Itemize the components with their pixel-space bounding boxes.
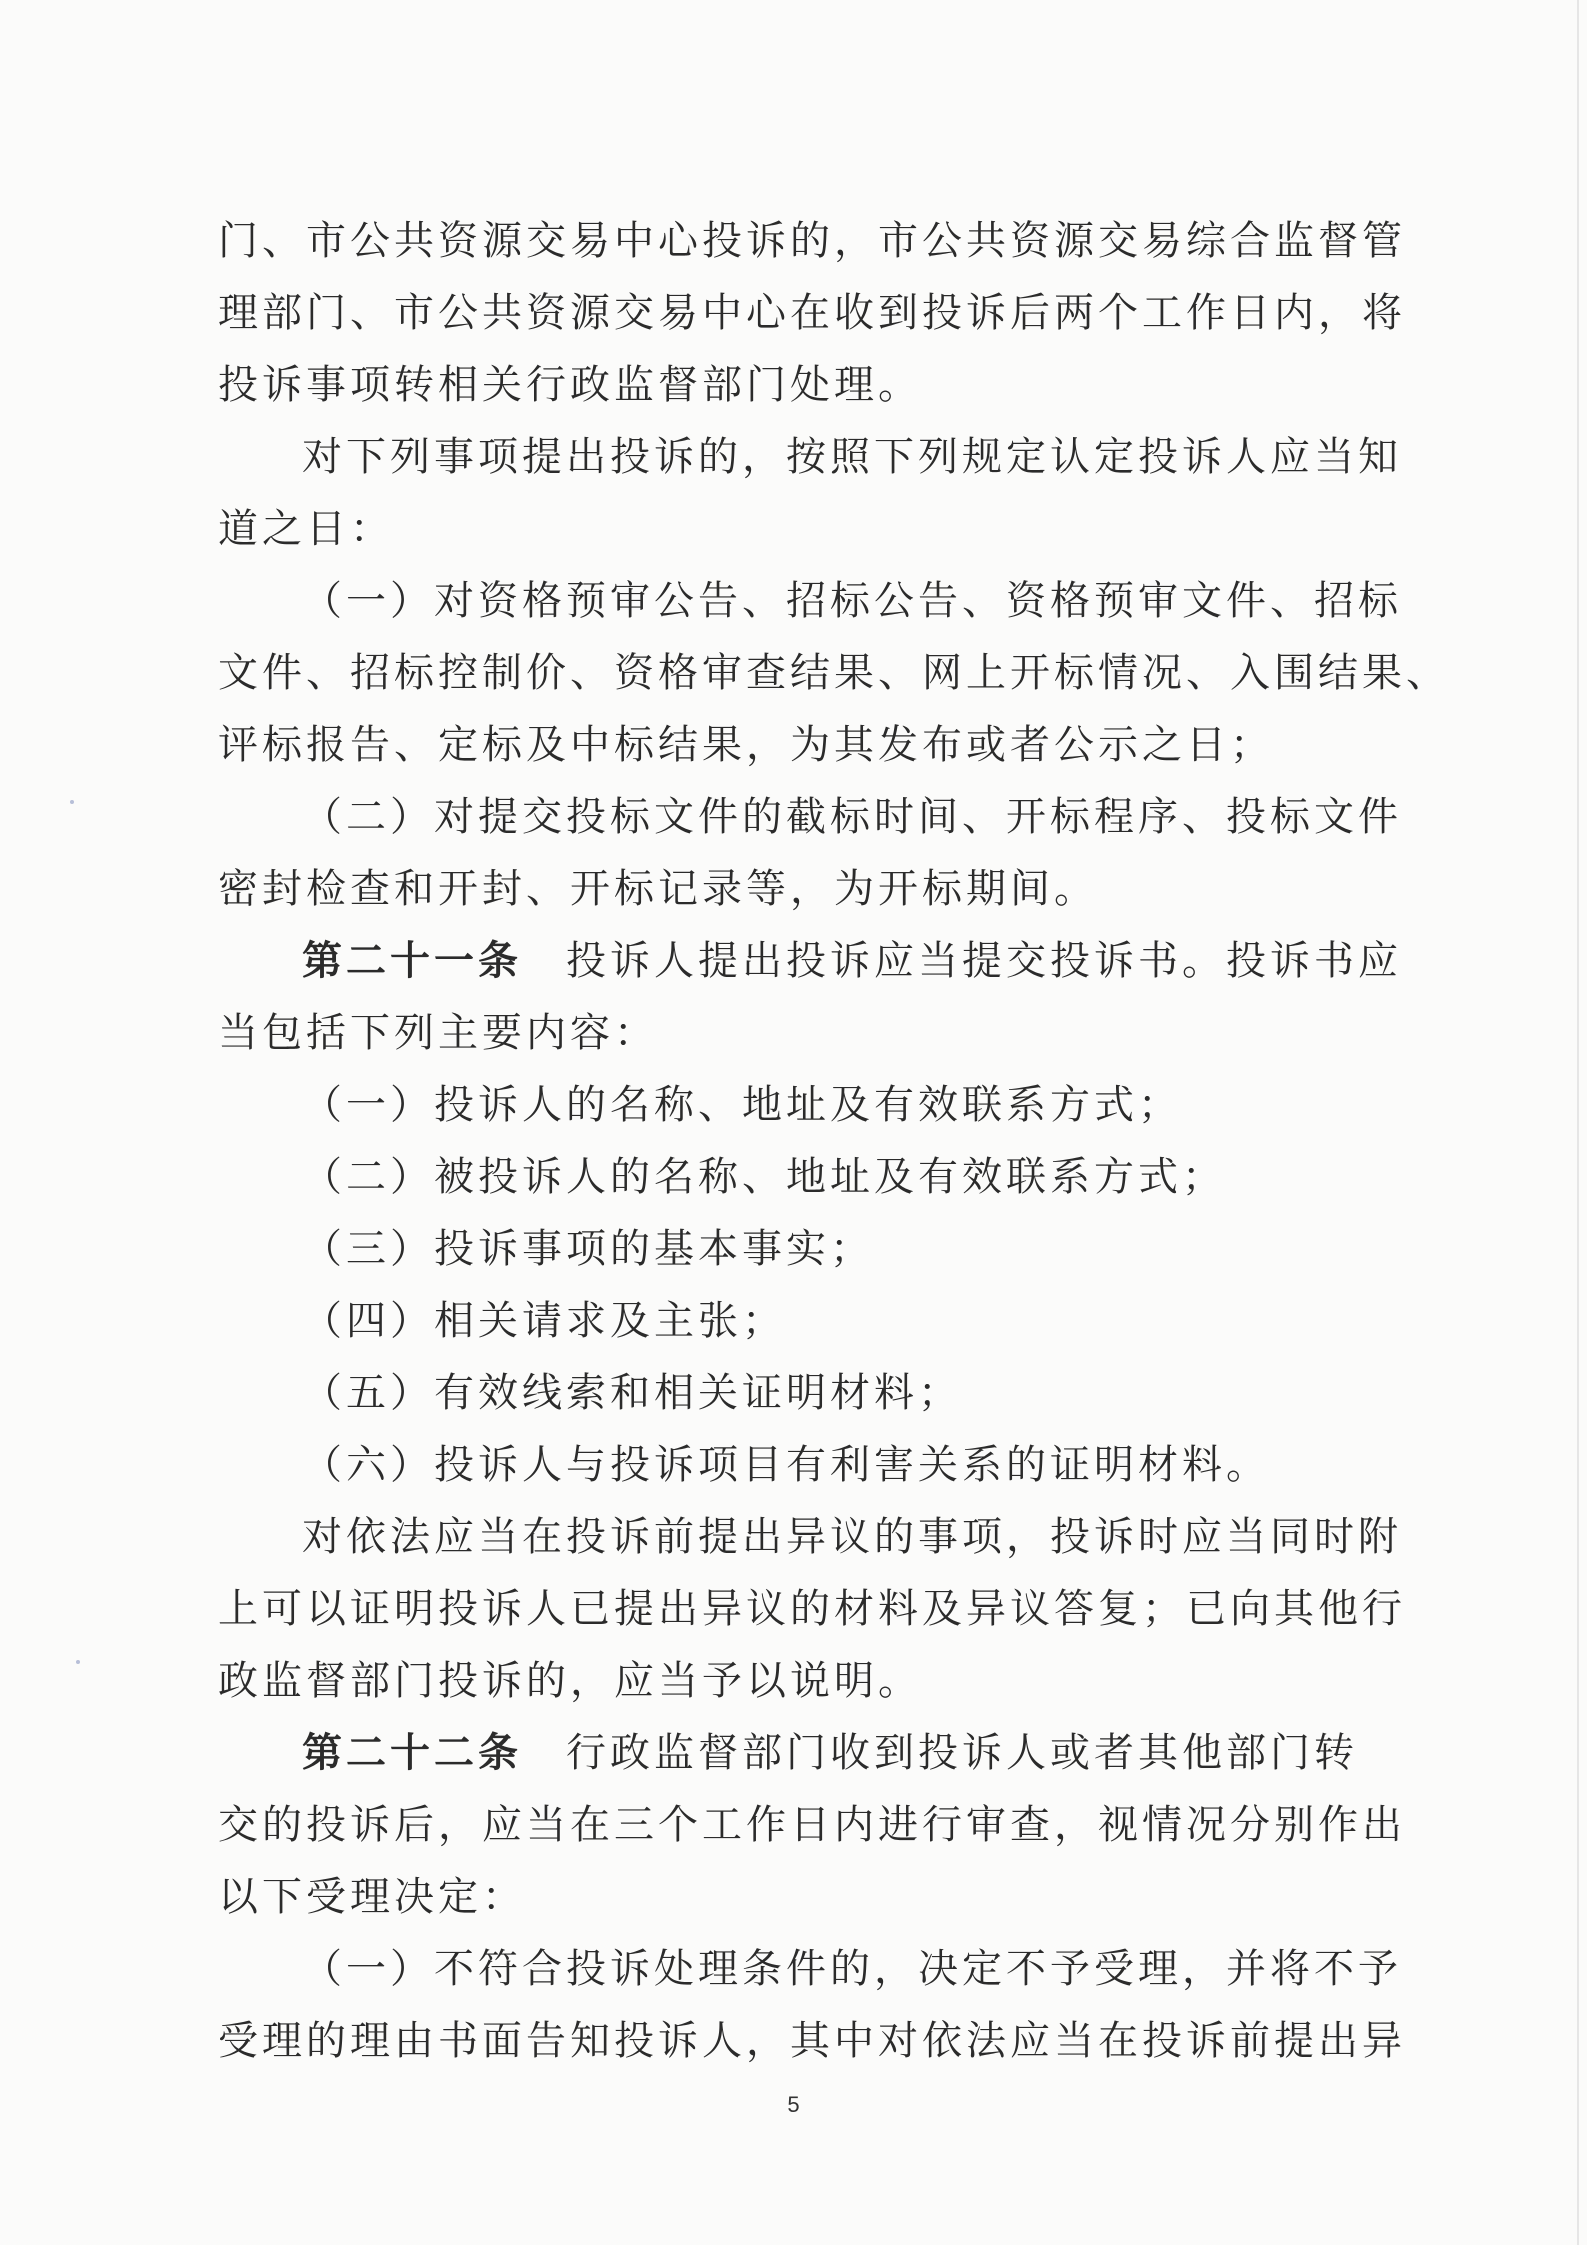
scan-speck (76, 1660, 80, 1664)
article-22-line (218, 1717, 1358, 1789)
page-number: 5 (787, 2092, 800, 2117)
article-text: 行政监督部门收到投诉人或者其他部门转 (566, 1730, 1358, 1776)
text-line: 对依法应当在投诉前提出异议的事项，投诉时应当同时附 (302, 1514, 1402, 1560)
text-line: 对下列事项提出投诉的，按照下列规定认定投诉人应当知 (302, 434, 1402, 480)
text-line: 当包括下列主要内容： (218, 1010, 658, 1056)
text-line: 投诉事项转相关行政监督部门处理。 (218, 362, 922, 408)
article-text: 投诉人提出投诉应当提交投诉书。投诉书应 (566, 938, 1402, 984)
list-item: （四）相关请求及主张； (302, 1298, 786, 1344)
text-line: 上可以证明投诉人已提出异议的材料及异议答复；已向其他行 (218, 1586, 1406, 1632)
list-item: （六）投诉人与投诉项目有利害关系的证明材料。 (302, 1442, 1270, 1488)
text-line: 道之日： (218, 506, 394, 552)
list-item: （二）被投诉人的名称、地址及有效联系方式； (302, 1154, 1226, 1200)
text-line: （一）不符合投诉处理条件的，决定不予受理，并将不予 (302, 1946, 1402, 1992)
text-line: 门、市公共资源交易中心投诉的，市公共资源交易综合监督管 (218, 218, 1406, 264)
text-line: 受理的理由书面告知投诉人，其中对依法应当在投诉前提出异 (218, 2018, 1406, 2064)
article-heading: 第二十二条 (302, 1730, 522, 1776)
text-line: 评标报告、定标及中标结果，为其发布或者公示之日； (218, 722, 1274, 768)
text-line: 以下受理决定： (218, 1874, 526, 1920)
text-line: 密封检查和开封、开标记录等，为开标期间。 (218, 866, 1098, 912)
document-body (218, 205, 1450, 2077)
text-line: 政监督部门投诉的，应当予以说明。 (218, 1658, 922, 1704)
text-line: 理部门、市公共资源交易中心在收到投诉后两个工作日内，将 (218, 290, 1406, 336)
list-item: （三）投诉事项的基本事实； (302, 1226, 874, 1272)
text-line: （一）对资格预审公告、招标公告、资格预审文件、招标 (302, 578, 1402, 624)
scan-speck (70, 800, 74, 804)
text-line: 交的投诉后，应当在三个工作日内进行审查，视情况分别作出 (218, 1802, 1406, 1848)
scan-edge (1577, 0, 1579, 2245)
article-heading: 第二十一条 (302, 938, 522, 984)
list-item: （一）投诉人的名称、地址及有效联系方式； (302, 1082, 1182, 1128)
list-item: （五）有效线索和相关证明材料； (302, 1370, 962, 1416)
article-21-line (218, 925, 1402, 997)
text-line: （二）对提交投标文件的截标时间、开标程序、投标文件 (302, 794, 1402, 840)
text-line: 文件、招标控制价、资格审查结果、网上开标情况、入围结果、 (218, 650, 1450, 696)
